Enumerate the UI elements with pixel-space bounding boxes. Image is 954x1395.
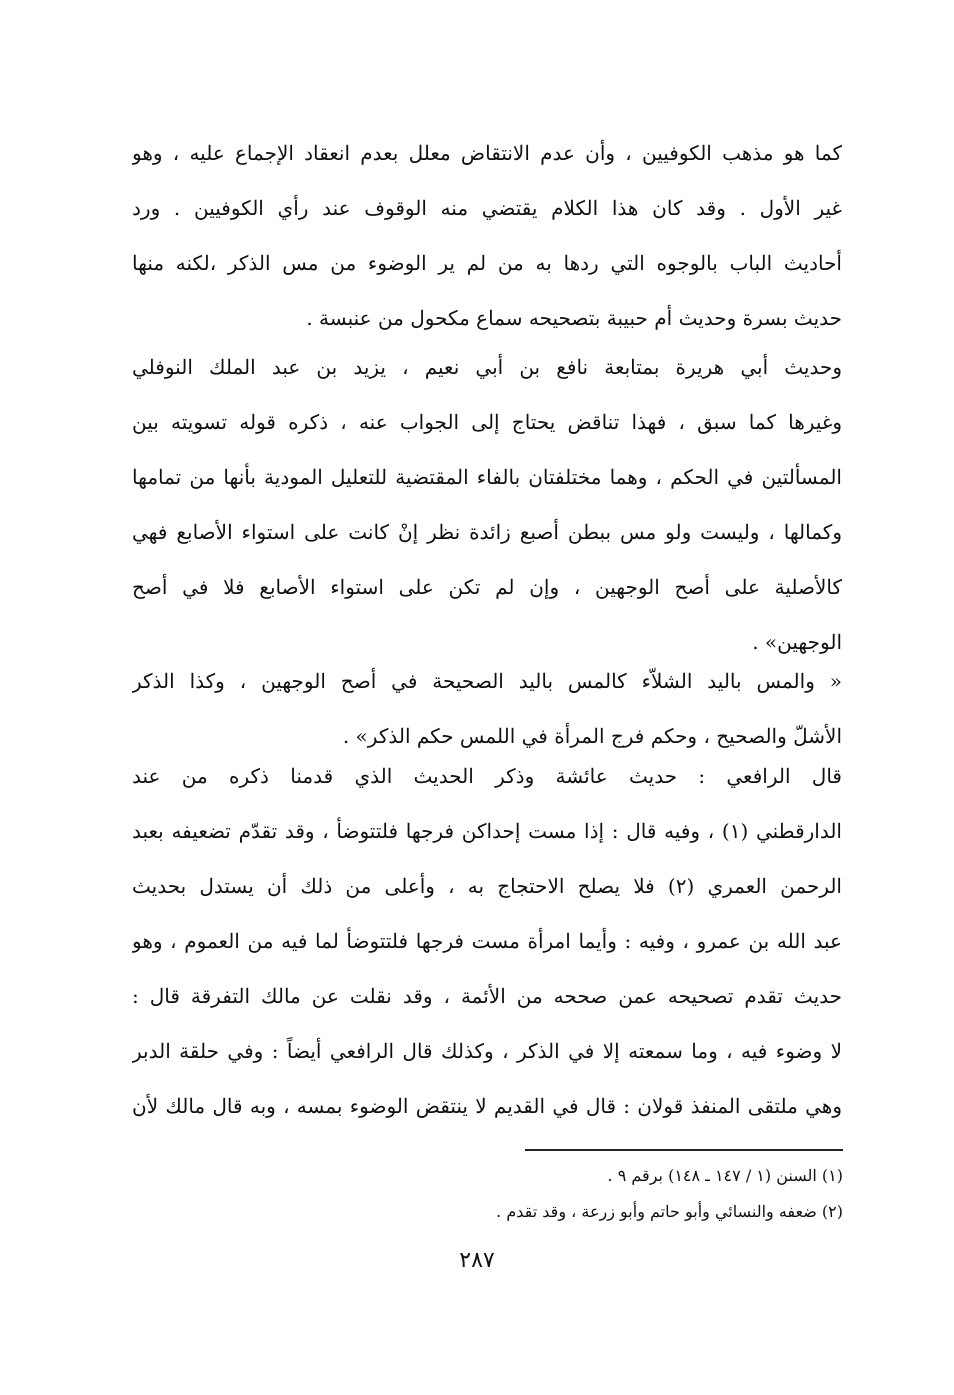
text-line: وحديث أبي هريرة بمتابعة نافع بن أبي نعيم ، يزيد بن عبد الملك النوفلي [132, 355, 842, 379]
paragraph-3 [132, 654, 842, 764]
text-line: أحاديث الباب بالوجوه التي ردها به من لم ير الوضوء من مس الذكر ،لكنه منها [132, 251, 842, 275]
text-line: « والمس باليد الشلاّء كالمس باليد الصحيحة في أصح الوجهين ، وكذا الذكر [132, 669, 842, 693]
footnote-divider [525, 1149, 843, 1151]
text-line: وهي ملتقى المنفذ قولان : قال في القديم لا ينتقض الوضوء بمسه ، وبه قال مالك لأن [132, 1094, 842, 1118]
footnote-1: (١) السنن (١ / ١٤٧ ـ ١٤٨) برقم ٩ . [607, 1166, 843, 1185]
text-line: غير الأول . وقد كان هذا الكلام يقتضي منه الوقوف عند رأي الكوفيين . ورد [132, 196, 842, 220]
text-line: حديث تقدم تصحيحه عمن صححه من الأئمة ، وقد نقلت عن مالك التفرقة قال : [132, 984, 842, 1008]
text-line: وغيرها كما سبق ، فهذا تناقض يحتاج إلى الجواب عنه ، ذكره قوله تسويته بين [132, 410, 842, 434]
page-number: ٢٨٧ [459, 1248, 495, 1273]
text-line: لا وضوء فيه ، وما سمعته إلا في الذكر ، وكذلك قال الرافعي أيضاً : وفي حلقة الدبر [132, 1039, 842, 1063]
text-line: الأشلّ والصحيح ، وحكم فرج المرأة في اللمس حكم الذكر» . [342, 724, 842, 748]
text-line: وكمالها ، وليست ولو مس ببطن أصبع زائدة نظر إنْ كانت على استواء الأصابع فهي [132, 520, 842, 544]
paragraph-1 [132, 126, 842, 346]
text-line: حديث بسرة وحديث أم حبيبة بتصحيحه سماع مكحول من عنبسة . [306, 306, 842, 330]
footnote-2: (٢) ضعفه والنسائي وأبو حاتم وأبو زرعة ، وقد تقدم . [496, 1202, 843, 1221]
footnotes [300, 1158, 843, 1230]
paragraph-4 [132, 749, 842, 1134]
text-line: الرحمن العمري (٢) فلا يصلح الاحتجاج به ، وأعلى من ذلك أن يستدل بحديث [132, 874, 842, 898]
text-line: الوجهين» . [752, 630, 842, 654]
text-line: المسألتين في الحكم ، وهما مختلفتان بالفاء المقتضية للتعليل المودية بأنها من تمامها [132, 465, 842, 489]
text-line: عبد الله بن عمرو ، وفيه : وأيما امرأة مست فرجها فلتتوضأ لما فيه من العموم ، وهو [132, 929, 842, 953]
text-line: كالأصلية على أصح الوجهين ، وإن لم تكن على استواء الأصابع فلا في أصح [132, 575, 842, 599]
text-line: كما هو مذهب الكوفيين ، وأن عدم الانتقاض معلل بعدم انعقاد الإجماع عليه ، وهو [132, 141, 842, 165]
text-line: قال الرافعي : حديث عائشة وذكر الحديث الذي قدمنا ذكره من عند [132, 764, 842, 788]
paragraph-2 [132, 340, 842, 670]
text-line: الدارقطني (١) ، وفيه قال : إذا مست إحداكن فرجها فلتتوضأ ، وقد تقدّم تضعيفه بعبد [132, 819, 842, 843]
